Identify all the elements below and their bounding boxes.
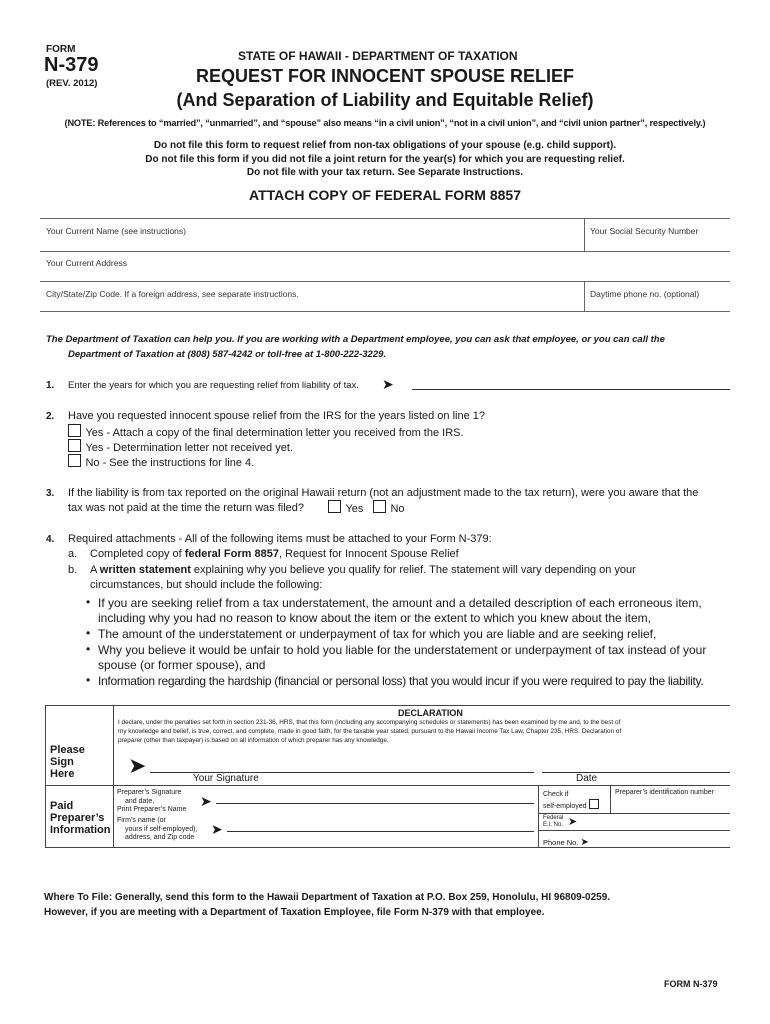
federal-label: Federal	[543, 815, 564, 821]
q3-yes-option[interactable]	[328, 499, 363, 517]
declaration-title: DECLARATION	[398, 708, 463, 718]
arrow-icon: ➤	[382, 376, 394, 392]
checkbox-icon[interactable]	[68, 439, 81, 452]
ei-no-label: E.I. No.	[543, 822, 564, 828]
where-to-file-line-2: However, if you are meeting with a Department of Taxation Employee, file Form N-379 with that employee.	[44, 907, 545, 918]
preparer-phone-field[interactable]	[543, 836, 589, 850]
checkbox-icon[interactable]	[589, 799, 599, 809]
current-address-field[interactable]	[46, 258, 127, 268]
instruction-line-2: Do not file this form if you did not file a joint return for the year(s) for which you are requesting relief.	[145, 154, 625, 165]
bullet-4: Information regarding the hardship (financial or personal loss) that you would incur if you were required to pay the liability.	[98, 674, 704, 688]
preparer-signature-input[interactable]	[216, 803, 534, 804]
q3-number: 3.	[46, 488, 55, 499]
q2-option-1-label: Yes - Attach a copy of the final determination letter you received from the IRS.	[85, 427, 464, 439]
city-state-zip-label: City/State/Zip Code. If a foreign address, see separate instructions.	[46, 289, 299, 299]
arrow-icon: ➤	[568, 816, 578, 828]
q4-b-text: A written statement explaining why you believe you qualify for relief. The statement will vary depending on your	[90, 564, 636, 576]
preparer-id-label: Preparer’s identification number	[615, 789, 714, 796]
checkbox-icon[interactable]	[373, 500, 386, 513]
checkbox-icon[interactable]	[68, 454, 81, 467]
q2-option-2-label: Yes - Determination letter not received yet.	[85, 442, 293, 454]
paid-preparer-heading: Paid Preparer’s Information	[50, 800, 111, 836]
signature-date-input[interactable]	[542, 772, 730, 773]
instruction-line-3: Do not file with your tax return. See Separate Instructions.	[246, 167, 524, 178]
declaration-line-2: my knowledge and belief, is true, correct, and complete, made in good faith, for the taxable year stated, pursuant to the Hawaii Income Tax Law, Chapter 235, HRS. Declaration of	[118, 728, 622, 735]
daytime-phone-label: Daytime phone no. (optional)	[590, 289, 700, 299]
q4-b-label: b.	[68, 564, 78, 576]
q4-number: 4.	[46, 534, 55, 545]
please-sign-here: Please Sign Here	[50, 744, 85, 780]
your-signature-label: Your Signature	[193, 773, 259, 784]
arrow-icon: ➤	[200, 793, 212, 809]
city-state-zip-field[interactable]	[46, 289, 299, 299]
q3-text-line-2: tax was not paid at the time the return was filed?	[68, 502, 305, 514]
firm-name-input[interactable]	[227, 831, 534, 832]
bullet-3-line-2: spouse (or former spouse), and	[98, 658, 266, 672]
arrow-icon: ➤	[580, 837, 589, 848]
bullet-icon: •	[86, 673, 91, 687]
civil-union-note: (NOTE: References to “married”, “unmarried”, and “spouse” also means “in a civil union”, “not in a civil union”, and “civil union partner”, respectively.)	[64, 118, 706, 128]
bullet-2: The amount of the understatement or underpayment of tax for which you are liable and are seeking relief,	[98, 627, 657, 641]
help-text-line-2: Department of Taxation at (808) 587-4242 or toll-free at 1-800-222-3229.	[68, 349, 387, 360]
checkbox-icon[interactable]	[68, 424, 81, 437]
form-subtitle: (And Separation of Liability and Equitable Relief)	[176, 90, 594, 110]
where-to-file-line-1: Where To File: Generally, send this form to the Hawaii Department of Taxation at P.O. Box 259, Honolulu, HI 96809-0259.	[44, 892, 611, 903]
preparer-signature-label: Preparer’s Signature and date, Print Preparer’s Name	[117, 789, 187, 813]
q4-b-text-line-2: circumstances, but should include the following:	[90, 579, 323, 591]
check-if-label: Check if	[543, 791, 569, 798]
form-title: REQUEST FOR INNOCENT SPOUSE RELIEF	[195, 66, 575, 86]
q4-text: Required attachments - All of the following items must be attached to your Form N-379:	[68, 533, 492, 545]
q2-text: Have you requested innocent spouse relief from the IRS for the years listed on line 1?	[68, 410, 486, 422]
phone-no-label: Phone No.	[543, 838, 579, 847]
q4-a-text: Completed copy of federal Form 8857, Request for Innocent Spouse Relief	[90, 548, 459, 560]
form-revision: (REV. 2012)	[46, 78, 98, 89]
checkbox-icon[interactable]	[328, 500, 341, 513]
current-address-label: Your Current Address	[46, 258, 127, 268]
q1-text: Enter the years for which you are requesting relief from liability of tax.	[68, 380, 359, 391]
agency-name: STATE OF HAWAII - DEPARTMENT OF TAXATION	[238, 49, 518, 63]
self-employed-check[interactable]	[543, 790, 599, 811]
declaration-line-1: I declare, under the penalties set forth in section 231-36, HRS, that this form (including any accompanying schedules or statements) has been examined by me and, to the best of	[118, 719, 621, 726]
form-label: FORM	[46, 44, 76, 55]
ssn-field[interactable]	[590, 226, 698, 236]
form-number: N-379	[44, 54, 99, 76]
q4-a-label: a.	[68, 548, 78, 560]
instruction-line-1: Do not file this form to request relief from non-tax obligations of your spouse (e.g. child support).	[153, 140, 617, 151]
attach-notice: ATTACH COPY OF FEDERAL FORM 8857	[249, 187, 521, 203]
daytime-phone-field[interactable]	[590, 289, 699, 299]
arrow-icon: ➤	[211, 821, 223, 837]
arrow-icon: ➤	[128, 753, 147, 778]
q1-number: 1.	[46, 380, 55, 391]
self-employed-label: self-employed	[543, 803, 587, 810]
bullet-icon: •	[86, 626, 91, 640]
q2-option-3-label: No - See the instructions for line 4.	[85, 457, 255, 469]
ssn-label: Your Social Security Number	[590, 226, 699, 236]
federal-ein-field[interactable]	[543, 815, 563, 829]
bullet-icon: •	[86, 595, 91, 609]
preparer-id-field[interactable]	[615, 789, 714, 796]
bullet-1-line-1: If you are seeking relief from a tax understatement, the amount and a detailed description of each erroneous item,	[98, 596, 702, 610]
q2-option-no[interactable]	[68, 453, 254, 471]
form-footer-id: FORM N-379	[664, 979, 718, 989]
q2-number: 2.	[46, 411, 55, 422]
bullet-1-line-2: including why you had no reason to know about the item or the extent to which you knew about the item,	[98, 611, 652, 625]
bullet-icon: •	[86, 642, 91, 656]
current-name-field[interactable]	[46, 226, 186, 236]
q3-text-line-1: If the liability is from tax reported on the original Hawaii return (not an adjustment made to the tax return), were you aware that the	[68, 487, 699, 499]
bullet-3-line-1: Why you believe it would be unfair to hold you liable for the understatement or underpayment of tax instead of your	[98, 643, 707, 657]
q3-yes-label: Yes	[345, 503, 364, 515]
q3-no-option[interactable]	[373, 499, 405, 517]
q1-years-input[interactable]	[412, 389, 730, 390]
date-label: Date	[576, 773, 598, 784]
current-name-label: Your Current Name (see instructions)	[46, 226, 186, 236]
q3-no-label: No	[390, 503, 405, 515]
firm-name-label: Firm’s name (or yours if self-employed), address, and Zip code	[117, 817, 198, 841]
declaration-line-3: preparer (other than taxpayer) is based on all information of which preparer has any knowledge.	[118, 737, 389, 744]
help-text-line-1: The Department of Taxation can help you. If you are working with a Department employee, you can ask that employee, or you can call the	[46, 334, 665, 345]
